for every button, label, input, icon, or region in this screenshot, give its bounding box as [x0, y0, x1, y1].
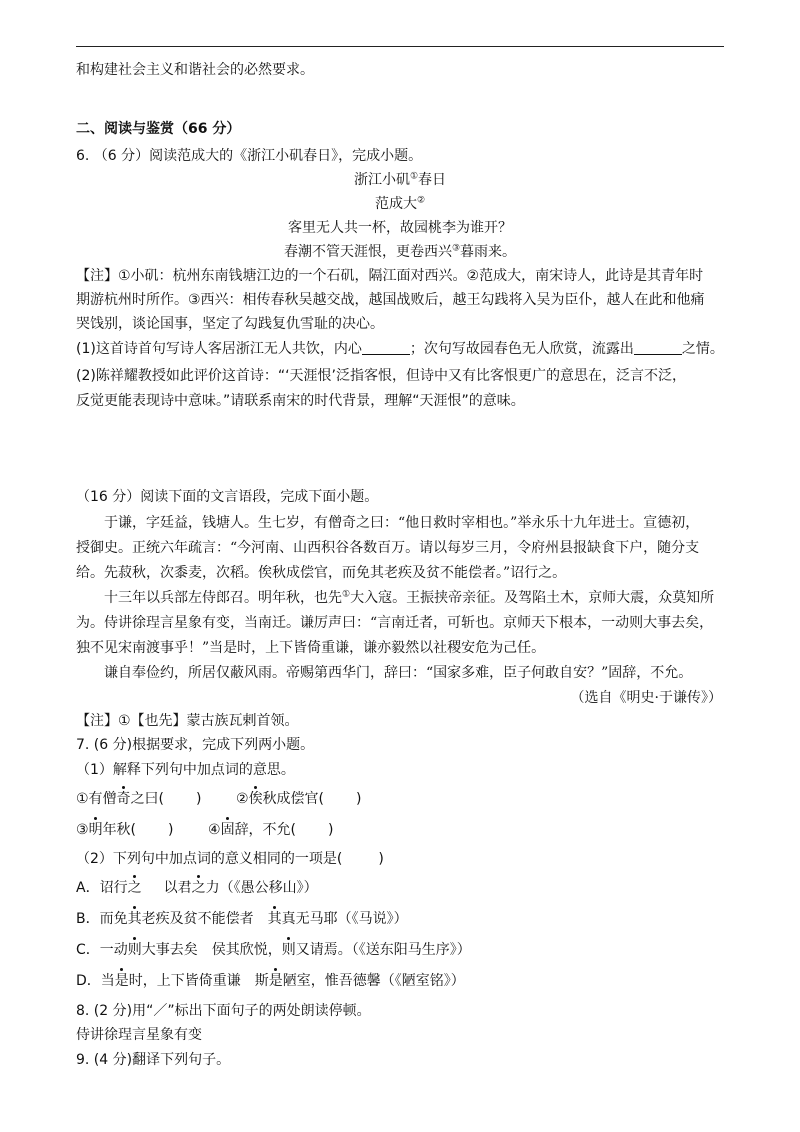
question-8-intro: 8. (2 分)用“／”标出下面句子的两处朗读停顿。 [76, 1003, 371, 1019]
question-9-intro: 9. (4 分)翻译下列句子。 [76, 1052, 231, 1068]
question-7-part-2: （2）下列句中加点词的意义相同的一项是( ) [76, 851, 384, 867]
answer-blank[interactable] [362, 340, 410, 355]
passage-source: （选自《明史·于谦传》） [570, 690, 722, 706]
poem-line-1: 客里无人共一杯，故园桃李为谁开？ [288, 220, 512, 236]
passage-p2-line-1: 十三年以兵部左侍郎召。明年秋，也先①大入寇。王振挟帝亲征。及驾陷土木，京师大震，众莫知所 [104, 589, 715, 606]
passage-p3-line-1: 谦自奉俭约，所居仅蔽风雨。帝赐第西华门，辞曰：“国家多难，臣子何敢自安？”固辞，不允。 [104, 665, 693, 681]
question-6-sub-2-line-1: (2)陈祥耀教授如此评价这首诗：“‘天涯恨’泛指客恨，但诗中又有比客恨更广的意思在，泛言不泛， [76, 368, 686, 384]
passage-p2-line-3: 独不见宋南渡事乎！”当是时，上下皆倚重谦，谦亦毅然以社稷安危为己任。 [76, 640, 546, 656]
question-7-item-1: ①有僧奇之曰( ) [76, 791, 202, 807]
option-c: C．一动则大事去矣 侯其欣悦，则又请焉。（《送东阳马生序》） [76, 942, 471, 958]
question-6-sub-1: (1)这首诗首句写诗人客居浙江无人共饮，内心 ；次句写故园春色无人欣赏，流露出 之情。 [76, 341, 724, 357]
answer-blank[interactable] [634, 340, 682, 355]
poem-note-line-1: 【注】①小矶：杭州东南钱塘江边的一个石矶，隔江面对西兴。②范成大，南宋诗人，此诗是其青年时 [76, 268, 704, 284]
poem-line-2: 春潮不管天涯恨，更卷西兴③暮雨来。 [283, 243, 517, 260]
passage-p1-line-2: 授御史。正统六年疏言：“今河南、山西积谷各数百万。请以每岁三月，令府州县报缺食下户，随分支 [76, 540, 700, 556]
question-8-sentence: 侍讲徐珵言星象有变 [76, 1027, 202, 1043]
continued-text: 和构建社会主义和谐社会的必然要求。 [76, 62, 314, 78]
question-6-sub-2-line-2: 反觉更能表现诗中意味。”请联系南宋的时代背景，理解“天涯恨”的意味。 [76, 393, 525, 409]
question-7-part-1: （1）解释下列句中加点词的意思。 [76, 762, 295, 778]
question-7-item-4: ④固辞，不允( ) [208, 822, 334, 838]
passage-intro: （16 分）阅读下面的文言语段，完成下面小题。 [76, 489, 379, 505]
question-7-item-3: ③明年秋( ) [76, 822, 174, 838]
passage-p1-line-1: 于谦，字廷益，钱塘人。生七岁，有僧奇之曰：“他日救时宰相也。”举永乐十九年进士。宣德初， [104, 515, 700, 531]
section-heading: 二、阅读与鉴赏（66 分） [76, 121, 241, 137]
passage-note: 【注】①【也先】蒙古族瓦剌首领。 [76, 713, 299, 729]
passage-p1-line-3: 给。先菽秋，次黍麦，次稻。俟秋成偿官，而免其老疾及贫不能偿者。”诏行之。 [76, 565, 567, 581]
poem-note-line-2: 期游杭州时所作。③西兴：相传春秋吴越交战，越国战败后，越王勾践将入吴为臣仆，越人在此和他痛 [76, 292, 705, 308]
passage-p2-line-2: 为。侍讲徐珵言星象有变，当南迁。谦厉声曰：“言南迁者，可斩也。京师天下根本，一动则大事去矣， [76, 615, 714, 631]
option-a: A．诏行之 以君之力（《愚公移山》） [76, 880, 318, 896]
poem-title: 浙江小矶①春日 [353, 171, 447, 188]
poem-note-line-3: 哭饯别，谈论国事，坚定了勾践复仇雪耻的决心。 [76, 316, 384, 332]
header-rule [76, 46, 724, 47]
option-d: D．当是时，上下皆倚重谦 斯是陋室，惟吾德馨（《陋室铭》） [76, 973, 465, 989]
option-b: B．而免其老疾及贫不能偿者 其真无马耶（《马说》） [76, 911, 408, 927]
question-6-intro: 6. （6 分）阅读范成大的《浙江小矶春日》，完成小题。 [76, 148, 423, 164]
question-7-item-2: ②俟秋成偿官( ) [236, 791, 362, 807]
poem-author: 范成大② [374, 195, 426, 212]
question-7-intro: 7. (6 分)根据要求，完成下列两小题。 [76, 737, 315, 753]
